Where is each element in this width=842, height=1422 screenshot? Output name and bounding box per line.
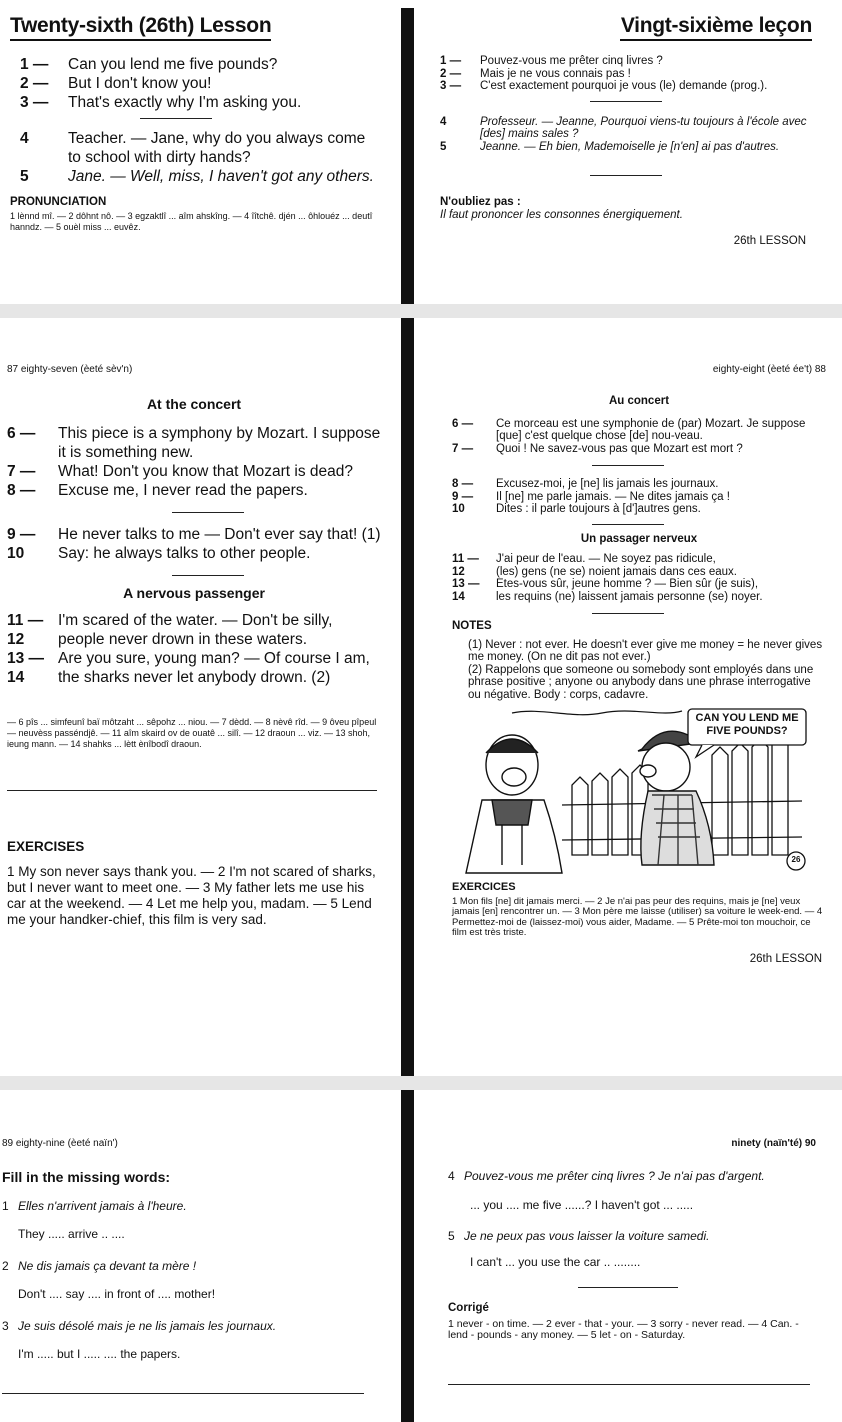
exercises-text: 1 My son never says thank you. — 2 I'm not scared of sharks, but I never want to meet one. — 3 My father lets me use his car at the weekend. — 4 Let me help you, madam. — 5 Lend me your handker-chief, this film is very sad.	[7, 864, 376, 927]
dialogue-line: 13 — Etes-vous sûr, jeune homme ? — Bien sûr (je suis),	[452, 578, 759, 590]
section-title: A nervous passenger	[123, 585, 265, 601]
dialogue-french	[452, 418, 826, 615]
dialogue-line: 4 Teacher. — Jane, why do you always come to school with dirty hands?	[20, 130, 366, 166]
page-footer: 26th LESSON	[733, 235, 806, 247]
pronunciation-text: — 6 pîs ... simfeunî baï môtzaht ... sêpohz ... niou. — 7 dèdd. — 8 nèvê rîd. — 9 ôveu pîpeul — neuvèss passéndjê. — 11 aîm skaird ov de ouatê ... silî. — 12 draoun ... viz. — 13 shoh, ieung mann. — 14 shahks ... lètt ènîbodî draoun.	[7, 717, 377, 749]
separator	[578, 1287, 678, 1288]
dialogue-line: 10 Say: he always talks to other people.	[7, 545, 311, 562]
spread-lesson-26-intro	[0, 0, 842, 304]
dialogue-line: 11 — J'ai peur de l'eau. — Ne soyez pas ridicule,	[452, 553, 716, 565]
dialogue-line: 8 — Excuse me, I never read the papers.	[7, 482, 308, 499]
corrige-text: 1 never - on time. — 2 ever - that - your. — 3 sorry - never read. — 4 Can. - lend - pounds - any money. — 5 let - on - Saturday.	[448, 1317, 799, 1341]
separator	[7, 790, 377, 791]
page-gap	[0, 304, 842, 318]
dialogue-english	[7, 424, 381, 687]
right-page	[448, 1138, 816, 1385]
cartoon-illustration	[452, 705, 814, 875]
exercises-text: 1 Mon fils [ne] dit jamais merci. — 2 Je n'ai pas peur des requins, mais je [ne] veux jamais [en] rencontrer un. — 3 Mon père me laisse (utiliser) sa voiture le week-end. — 4 Permettez-moi de (laissez-moi) vous aider, Madame. — 5 Prête-moi ton mouchoir, ce film est très triste.	[452, 895, 823, 938]
note-1: (1) Never : not ever. He doesn't ever give me money = he never gives me money. (On ne dit pas not ever.)	[468, 638, 823, 663]
spread-concert-lesson	[0, 318, 842, 1076]
dialogue-line: 1 — Pouvez-vous me prêter cinq livres ?	[440, 55, 663, 67]
dialogue-line: 14 les requins (ne) laissent jamais personne (se) noyer.	[452, 590, 763, 603]
exercise-title: Fill in the missing words:	[2, 1169, 171, 1185]
dialogue-line: 2 — Mais je ne vous connais pas !	[440, 67, 631, 80]
spread-exercises	[0, 1090, 842, 1422]
left-page	[2, 1138, 380, 1394]
lesson-title-french: Vingt-sixième leçon	[620, 14, 812, 41]
dialogue-french	[440, 55, 812, 176]
separator	[590, 101, 662, 102]
left-page	[7, 364, 381, 928]
left-page	[10, 14, 380, 233]
note-heading: N'oubliez pas :	[440, 196, 521, 208]
fill-in-answer: ... you .... me five ......? I haven't got ... .....	[470, 1198, 694, 1212]
page-number-header: 87 eighty-seven (èeté sèv'n)	[7, 364, 133, 375]
speech-bubble-text: CAN YOU LEND ME FIVE POUNDS?	[695, 712, 799, 737]
note-2: (2) Rappelons que someone ou somebody sont employés dans une phrase positive ; anyone ou anybody dans une phrase interrogative ou négative. Body : corps, cadavre.	[468, 663, 814, 701]
separator	[592, 524, 664, 525]
dialogue-line: 7 — What! Don't you know that Mozart is dead?	[7, 463, 354, 480]
fill-in-answer: I'm ..... but I ..... .... the papers.	[18, 1347, 181, 1361]
corrige-heading: Corrigé	[448, 1302, 489, 1314]
right-page	[452, 364, 826, 965]
separator	[590, 175, 662, 176]
dialogue-line: 2 — But I don't know you!	[20, 75, 212, 92]
book-spine	[401, 8, 414, 304]
fill-in-answer: They ..... arrive .. ....	[18, 1227, 125, 1241]
dialogue-line: 8 — Excusez-moi, je [ne] lis jamais les journaux.	[452, 478, 719, 490]
dialogue-english	[10, 55, 380, 186]
dialogue-line: 7 — Quoi ! Ne savez-vous pas que Mozart est mort ?	[452, 442, 743, 455]
exercise-item: 4 Pouvez-vous me prêter cinq livres ? Je n'ai pas d'argent. ... you .... me five ......? I haven't got ... .....	[448, 1169, 816, 1215]
notes-heading: NOTES	[452, 620, 492, 632]
pronunciation-text: 1 lènnd mî. — 2 dôhnt nô. — 3 egzaktlî ... aîm ahskîng. — 4 îîtchê. djén ... ôhlouéz ... deutî hanndz. — 5 ouèl miss ... euvêz.	[10, 210, 373, 232]
dialogue-line: 1 — Can you lend me five pounds?	[20, 56, 278, 73]
dialogue-line: 12 people never drown in these waters.	[7, 631, 308, 648]
dialogue-line: 12 (les) gens (ne se) noient jamais dans ces eaux.	[452, 565, 737, 578]
exercises-heading: EXERCICES	[452, 881, 516, 893]
fill-in-answer: Don't .... say .... in front of .... mother!	[18, 1287, 216, 1301]
page-gap	[0, 1076, 842, 1090]
separator	[448, 1384, 810, 1385]
dialogue-line: 9 — Il [ne] me parle jamais. — Ne dites jamais ça !	[452, 490, 730, 503]
right-page	[440, 14, 812, 248]
note-text: Il faut prononcer les consonnes énergiquement.	[440, 208, 683, 221]
separator	[2, 1393, 364, 1394]
dialogue-line: 4 Professeur. — Jeanne, Pourquoi viens-tu toujours à l'école avec [des] mains sales ?	[440, 115, 807, 140]
separator	[592, 465, 664, 466]
pronunciation-heading: PRONUNCIATION	[10, 196, 107, 208]
dialogue-line: 11 — I'm scared of the water. — Don't be silly,	[7, 612, 333, 629]
separator	[172, 575, 244, 576]
exercise-item: 1 Elles n'arrivent jamais à l'heure. They ..... arrive .. ....	[2, 1199, 380, 1241]
separator	[172, 512, 244, 513]
exercise-item: 2 Ne dis jamais ça devant ta mère ! Don't .... say .... in front of .... mother!	[2, 1259, 380, 1301]
dialogue-line: 10 Dites : il parle toujours à [d']autres gens.	[452, 503, 701, 515]
section-title: Un passager nerveux	[580, 532, 698, 545]
cartoon-badge: 26	[791, 855, 801, 864]
page-number-header: ninety (naïn'té) 90	[731, 1138, 816, 1149]
lesson-title-english: Twenty-sixth (26th) Lesson	[10, 14, 271, 41]
separator	[140, 118, 212, 119]
page-footer: 26th LESSON	[749, 952, 822, 965]
exercise-item: 5 Je ne peux pas vous laisser la voiture samedi. I can't ... you use the car .. ........	[448, 1229, 816, 1269]
dialogue-line: 5 Jane. — Well, miss, I haven't got any others.	[20, 168, 374, 185]
exercises-heading: EXERCISES	[7, 839, 85, 854]
section-title: Au concert	[608, 395, 670, 407]
dialogue-line: 14 the sharks never let anybody drown. (2)	[7, 669, 331, 686]
dialogue-line: 3 — C'est exactement pourquoi je vous (le) demande (prog.).	[440, 80, 768, 92]
dialogue-line: 6 — Ce morceau est une symphonie de (par) Mozart. Je suppose [que] c'est quelque chose [de] nou-veau.	[452, 417, 806, 442]
fill-in-answer: I can't ... you use the car .. ........	[470, 1255, 641, 1269]
dialogue-line: 13 — Are you sure, young man? — Of course I am,	[7, 650, 370, 667]
section-title: At the concert	[146, 396, 242, 412]
dialogue-line: 6 — This piece is a symphony by Mozart. I suppose it is something new.	[7, 425, 381, 461]
dialogue-line: 9 — He never talks to me — Don't ever say that! (1)	[7, 526, 381, 543]
book-spine	[401, 1090, 414, 1422]
book-spine	[401, 318, 414, 1076]
page-number-header: eighty-eight (èeté ée't) 88	[712, 364, 826, 375]
dialogue-line: 3 — That's exactly why I'm asking you.	[20, 94, 302, 111]
exercise-item: 3 Je suis désolé mais je ne lis jamais les journaux. I'm ..... but I ..... .... the papers.	[2, 1319, 380, 1361]
page-number-header: 89 eighty-nine (èeté naïn')	[2, 1138, 118, 1149]
dialogue-line: 5 Jeanne. — Eh bien, Mademoiselle je [n'en] ai pas d'autres.	[440, 140, 780, 153]
separator	[592, 613, 664, 614]
